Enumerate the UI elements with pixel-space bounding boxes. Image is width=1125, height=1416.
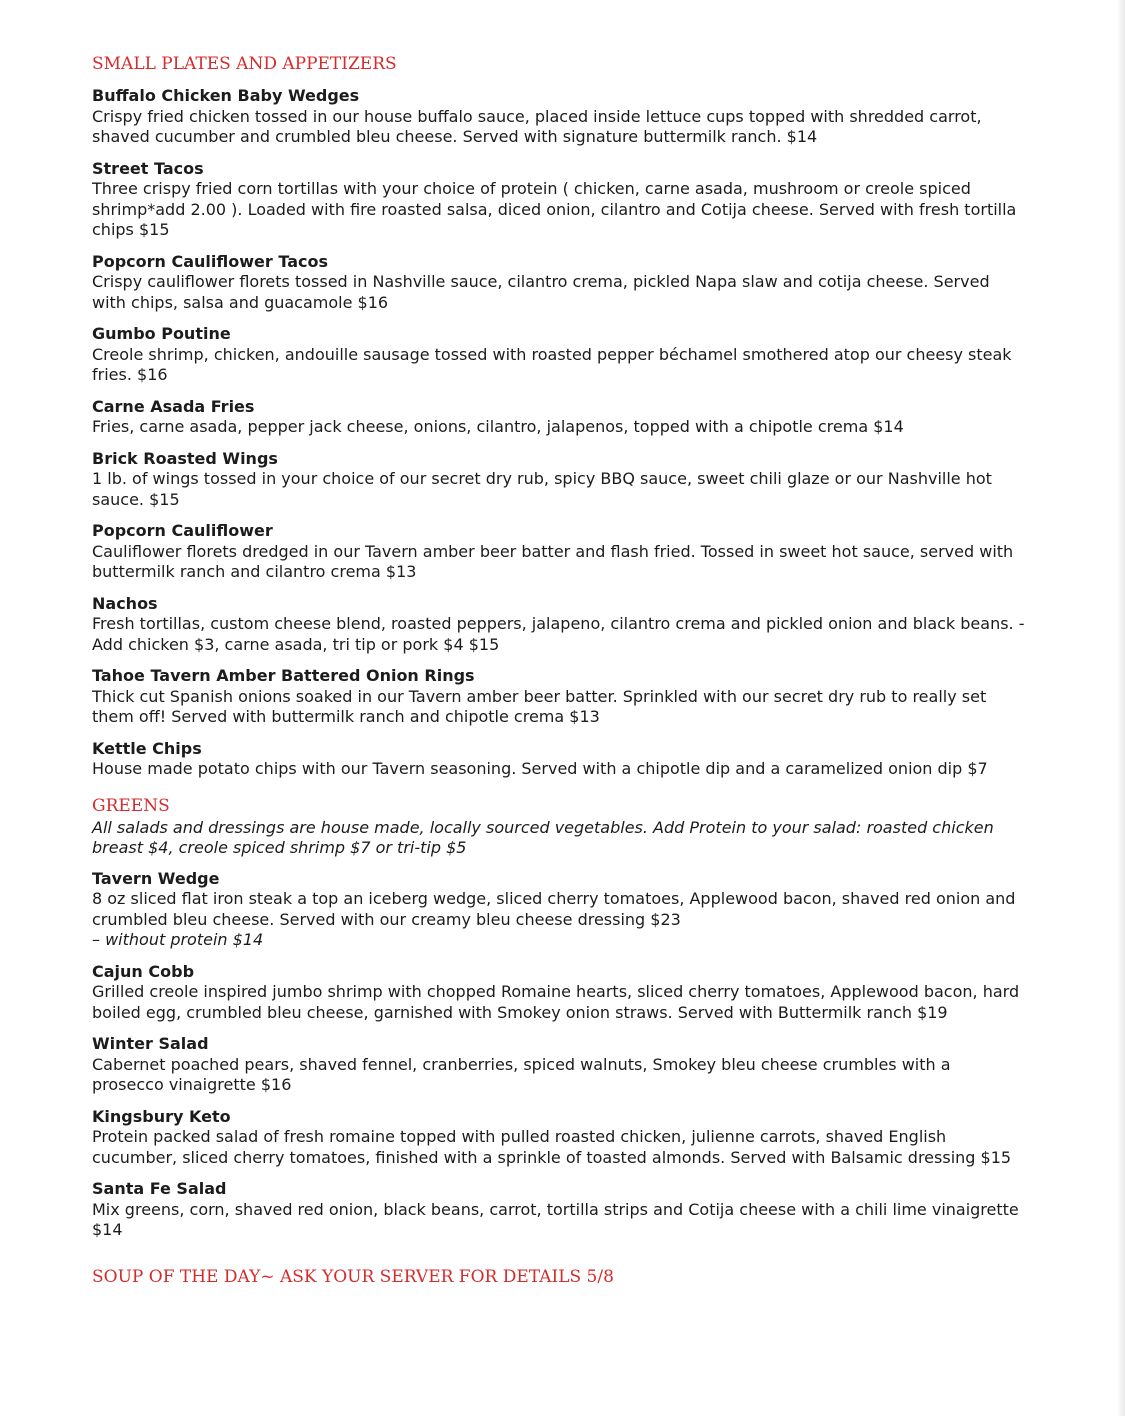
menu-page xyxy=(92,54,1027,1287)
item-name: Winter Salad xyxy=(92,1034,209,1053)
item-description: Cabernet poached pears, shaved fennel, cranberries, spiced walnuts, Smokey bleu cheese crumbles with a prosecco vinaigrette $16 xyxy=(92,1054,951,1094)
item-description: Three crispy fried corn tortillas with your choice of protein ( chicken, carne asada, mushroom or creole spiced shrimp*add 2.00 ). Loaded with fire roasted salsa, diced onion, cilantro and Cotija cheese. Served with fresh tortilla chips $15 xyxy=(92,179,1017,239)
menu-item xyxy=(92,739,1027,780)
item-description: House made potato chips with our Tavern seasoning. Served with a chipotle dip and a caramelized onion dip $7 xyxy=(92,759,988,778)
item-name: Tahoe Tavern Amber Battered Onion Rings xyxy=(92,666,475,685)
section-heading-greens: GREENS xyxy=(92,795,170,816)
menu-item xyxy=(92,1107,1027,1169)
item-name: Street Tacos xyxy=(92,158,204,178)
menu-item xyxy=(92,159,1027,241)
menu-item xyxy=(92,1179,1027,1241)
menu-item xyxy=(92,449,1027,511)
item-name: Cajun Cobb xyxy=(92,961,195,981)
item-name: Gumbo Poutine xyxy=(92,324,231,343)
menu-item xyxy=(92,324,1027,386)
item-description: Grilled creole inspired jumbo shrimp with chopped Romaine hearts, sliced cherry tomatoes, Applewood bacon, hard boiled egg, crumbled bleu cheese, garnished with Smokey onion straws. Served with Buttermilk ranch $19 xyxy=(92,982,1020,1022)
page-edge xyxy=(1117,0,1125,1416)
item-name: Popcorn Cauliflower Tacos xyxy=(92,251,328,271)
item-name: Popcorn Cauliflower xyxy=(92,521,273,540)
menu-item xyxy=(92,869,1027,951)
item-description: Protein packed salad of fresh romaine topped with pulled roasted chicken, julienne carrots, shaved English cucumber, sliced cherry tomatoes, finished with a sprinkle of toasted almonds. Served with Balsamic dressing $15 xyxy=(92,1127,1012,1167)
item-description: Fresh tortillas, custom cheese blend, roasted peppers, jalapeno, cilantro crema and pickled onion and black beans. -Add chicken $3, carne asada, tri tip or pork $4 $15 xyxy=(92,614,1025,654)
greens-note: All salads and dressings are house made, locally sourced vegetables. Add Protein to your salad: roasted chicken breast $4, creole spiced shrimp $7 or tri-tip $5 xyxy=(92,817,994,857)
item-name: Santa Fe Salad xyxy=(92,1179,227,1198)
item-extra-note: – without protein $14 xyxy=(92,930,264,949)
item-name: Kettle Chips xyxy=(92,738,202,758)
menu-item xyxy=(92,1034,1027,1096)
menu-item xyxy=(92,594,1027,656)
item-description: Crispy cauliflower florets tossed in Nashville sauce, cilantro crema, pickled Napa slaw and cotija cheese. Served with chips, salsa and guacamole $16 xyxy=(92,272,990,312)
item-description: Cauliflower florets dredged in our Tavern amber beer batter and flash fried. Tossed in sweet hot sauce, served with buttermilk ranch and cilantro crema $13 xyxy=(92,541,1014,581)
item-name: Kingsbury Keto xyxy=(92,1106,231,1126)
item-name: Brick Roasted Wings xyxy=(92,448,278,468)
menu-item xyxy=(92,252,1027,314)
menu-item xyxy=(92,962,1027,1024)
item-name: Carne Asada Fries xyxy=(92,396,255,416)
item-description: 8 oz sliced flat iron steak a top an iceberg wedge, sliced cherry tomatoes, Applewood bacon, shaved red onion and crumbled bleu cheese. Served with our creamy bleu cheese dressing $23 xyxy=(92,889,1016,929)
item-name: Tavern Wedge xyxy=(92,868,220,888)
item-description: Fries, carne asada, pepper jack cheese, onions, cilantro, jalapenos, topped with a chipotle crema $14 xyxy=(92,417,904,436)
item-description: Thick cut Spanish onions soaked in our Tavern amber beer batter. Sprinkled with our secret dry rub to really set them off! Served with buttermilk ranch and chipotle crema $13 xyxy=(92,686,987,726)
item-description: Crispy fried chicken tossed in our house buffalo sauce, placed inside lettuce cups topped with shredded carrot, shaved cucumber and crumbled bleu cheese. Served with signature buttermilk ranch. $14 xyxy=(92,106,982,146)
section-heading-small-plates: SMALL PLATES AND APPETIZERS xyxy=(92,54,397,74)
item-description: Creole shrimp, chicken, andouille sausage tossed with roasted pepper béchamel smothered atop our cheesy steak fries. $16 xyxy=(92,344,1012,384)
soup-of-the-day: SOUP OF THE DAY~ ASK YOUR SERVER FOR DETAILS 5/8 xyxy=(92,1266,614,1287)
menu-item xyxy=(92,86,1027,148)
menu-item xyxy=(92,521,1027,583)
menu-item xyxy=(92,666,1027,728)
item-name: Nachos xyxy=(92,593,158,613)
item-description: 1 lb. of wings tossed in your choice of our secret dry rub, spicy BBQ sauce, sweet chili glaze or our Nashville hot sauce. $15 xyxy=(92,469,992,509)
item-name: Buffalo Chicken Baby Wedges xyxy=(92,86,360,105)
menu-item xyxy=(92,397,1027,438)
item-description: Mix greens, corn, shaved red onion, black beans, carrot, tortilla strips and Cotija cheese with a chili lime vinaigrette $14 xyxy=(92,1199,1019,1239)
